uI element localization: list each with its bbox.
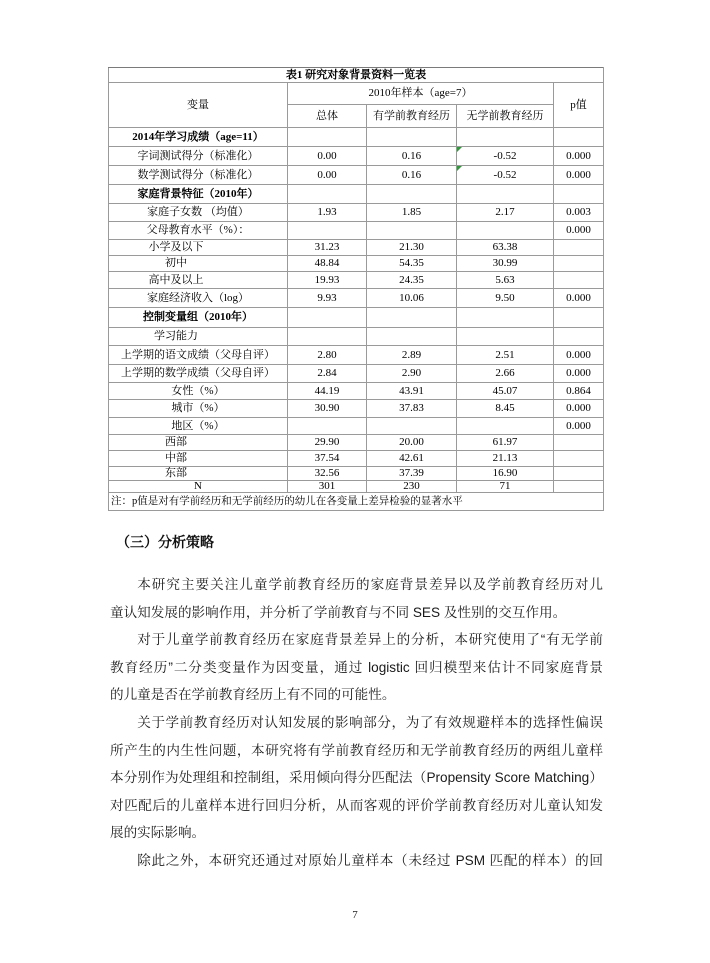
overall-cell bbox=[288, 328, 367, 346]
variable-cell: 字词测试得分（标准化） bbox=[109, 147, 288, 166]
p-value-cell: 0.000 bbox=[554, 166, 604, 185]
with-preschool-cell bbox=[367, 328, 457, 346]
with-preschool-cell: 24.35 bbox=[367, 272, 457, 289]
with-preschool-cell: 37.39 bbox=[367, 467, 457, 481]
without-preschool-cell: 16.90 bbox=[457, 467, 554, 481]
table-row bbox=[109, 272, 604, 289]
without-preschool-cell bbox=[457, 222, 554, 240]
text-line: 童认知发展的影响作用，并分析了学前教育与不同 SES 及性别的交互作用。 bbox=[110, 604, 567, 620]
p-value-cell: 0.000 bbox=[554, 346, 604, 365]
p-value-cell bbox=[554, 328, 604, 346]
paragraph bbox=[110, 626, 603, 709]
with-preschool-cell bbox=[367, 128, 457, 147]
variable-cell: 小学及以下 bbox=[109, 240, 288, 256]
paragraph bbox=[110, 847, 603, 875]
overall-cell bbox=[288, 128, 367, 147]
overall-cell: 0.00 bbox=[288, 166, 367, 185]
with-preschool-cell: 0.16 bbox=[367, 147, 457, 166]
overall-cell bbox=[288, 222, 367, 240]
overall-cell: 19.93 bbox=[288, 272, 367, 289]
with-preschool-cell: 37.83 bbox=[367, 400, 457, 418]
p-value-cell bbox=[554, 240, 604, 256]
without-preschool-cell: 2.66 bbox=[457, 365, 554, 383]
p-value-cell bbox=[554, 185, 604, 204]
table-section-row bbox=[109, 185, 604, 204]
table-section-row bbox=[109, 128, 604, 147]
without-preschool-cell: 21.13 bbox=[457, 451, 554, 467]
table-row bbox=[109, 418, 604, 435]
overall-cell: 48.84 bbox=[288, 256, 367, 272]
with-preschool-cell: 10.06 bbox=[367, 289, 457, 308]
variable-cell: 中部 bbox=[109, 451, 288, 467]
table-title: 表1 研究对象背景资料一览表 bbox=[109, 68, 604, 83]
variable-cell: 数学测试得分（标准化） bbox=[109, 166, 288, 185]
without-preschool-cell bbox=[457, 308, 554, 328]
table-row bbox=[109, 467, 604, 481]
text-line: 本研究主要关注儿童学前教育经历的家庭背景差异以及学前教育经历对儿 bbox=[137, 577, 603, 592]
table-row bbox=[109, 451, 604, 467]
page-number: 7 bbox=[352, 909, 358, 921]
p-value-cell bbox=[554, 128, 604, 147]
with-preschool-cell bbox=[367, 185, 457, 204]
variable-cell: 父母教育水平（%）： bbox=[109, 222, 288, 240]
with-preschool-cell: 43.91 bbox=[367, 383, 457, 400]
p-value-cell: 0.003 bbox=[554, 204, 604, 222]
table-row bbox=[109, 289, 604, 308]
text-line: 对匹配后的儿童样本进行回归分析，从而客观的评价学前教育经历对儿童认知发 bbox=[110, 797, 603, 813]
variable-cell: 城市（%） bbox=[109, 400, 288, 418]
overall-cell: 37.54 bbox=[288, 451, 367, 467]
with-preschool-cell: 0.16 bbox=[367, 166, 457, 185]
without-preschool-cell: 2.51 bbox=[457, 346, 554, 365]
variable-cell: 家庭背景特征（2010年） bbox=[109, 185, 288, 204]
header-column-with-preschool: 有学前教育经历 bbox=[367, 105, 457, 128]
with-preschool-cell: 21.30 bbox=[367, 240, 457, 256]
without-preschool-cell: 2.17 bbox=[457, 204, 554, 222]
background-data-table bbox=[108, 67, 604, 511]
table-row bbox=[109, 256, 604, 272]
table-title-row bbox=[109, 68, 604, 83]
without-preschool-cell bbox=[457, 128, 554, 147]
with-preschool-cell: 2.89 bbox=[367, 346, 457, 365]
variable-cell: N bbox=[109, 481, 288, 493]
overall-cell: 2.80 bbox=[288, 346, 367, 365]
text-line: 除此之外，本研究还通过对原始儿童样本（未经过 PSM 匹配的样本）的回 bbox=[137, 852, 603, 868]
text-line: 关于学前教育经历对认知发展的影响部分，为了有效规避样本的选择性偏误 bbox=[137, 714, 603, 730]
p-value-cell bbox=[554, 451, 604, 467]
without-preschool-cell: 61.97 bbox=[457, 435, 554, 451]
variable-cell: 2014年学习成绩（age=11） bbox=[109, 128, 288, 147]
table-row bbox=[109, 204, 604, 222]
with-preschool-cell bbox=[367, 308, 457, 328]
variable-cell: 女性（%） bbox=[109, 383, 288, 400]
table-section-row bbox=[109, 308, 604, 328]
text-line: 的儿童是否在学前教育经历上有不同的可能性。 bbox=[110, 687, 396, 703]
text-line: 教育经历”二分类变量作为因变量，通过 logistic 回归模型来估计不同家庭背景 bbox=[110, 659, 603, 675]
overall-cell: 301 bbox=[288, 481, 367, 493]
overall-cell: 0.00 bbox=[288, 147, 367, 166]
table-row bbox=[109, 365, 604, 383]
without-preschool-cell: 45.07 bbox=[457, 383, 554, 400]
body-text bbox=[110, 571, 603, 875]
overall-cell: 2.84 bbox=[288, 365, 367, 383]
variable-cell: 家庭经济收入（log） bbox=[109, 289, 288, 308]
p-value-cell bbox=[554, 308, 604, 328]
without-preschool-cell: 63.38 bbox=[457, 240, 554, 256]
text-line: 本分别作为处理组和控制组，采用倾向得分匹配法（Propensity Score Matching） bbox=[110, 770, 603, 786]
section-heading: （三）分析策略 bbox=[116, 534, 214, 550]
variable-cell: 上学期的数学成绩（父母自评） bbox=[109, 365, 288, 383]
header-p-value: p值 bbox=[554, 83, 604, 128]
table-row bbox=[109, 481, 604, 493]
table-row bbox=[109, 400, 604, 418]
with-preschool-cell bbox=[367, 418, 457, 435]
with-preschool-cell: 230 bbox=[367, 481, 457, 493]
table-row bbox=[109, 435, 604, 451]
table-row bbox=[109, 147, 604, 166]
without-preschool-cell bbox=[457, 418, 554, 435]
table-row bbox=[109, 383, 604, 400]
text-line: 对于儿童学前教育经历在家庭背景差异上的分析，本研究使用了“有无学前 bbox=[137, 632, 603, 648]
with-preschool-cell: 42.61 bbox=[367, 451, 457, 467]
error-indicator-icon bbox=[457, 147, 462, 152]
without-preschool-cell: 8.45 bbox=[457, 400, 554, 418]
with-preschool-cell: 2.90 bbox=[367, 365, 457, 383]
variable-cell: 西部 bbox=[109, 435, 288, 451]
cell-value: -0.52 bbox=[493, 168, 517, 181]
table-note: 注：p值是对有学前经历和无学前经历的幼儿在各变量上差异检验的显著水平 bbox=[109, 493, 604, 511]
cell-value: -0.52 bbox=[493, 149, 517, 162]
p-value-cell: 0.000 bbox=[554, 222, 604, 240]
with-preschool-cell: 20.00 bbox=[367, 435, 457, 451]
overall-cell: 29.90 bbox=[288, 435, 367, 451]
error-indicator-icon bbox=[457, 166, 462, 171]
with-preschool-cell: 1.85 bbox=[367, 204, 457, 222]
variable-cell: 高中及以上 bbox=[109, 272, 288, 289]
p-value-cell: 0.000 bbox=[554, 365, 604, 383]
paragraph bbox=[110, 709, 603, 847]
p-value-cell: 0.000 bbox=[554, 400, 604, 418]
overall-cell: 44.19 bbox=[288, 383, 367, 400]
without-preschool-cell: 71 bbox=[457, 481, 554, 493]
p-value-cell: 0.864 bbox=[554, 383, 604, 400]
header-column-overall: 总体 bbox=[288, 105, 367, 128]
variable-cell: 控制变量组（2010年） bbox=[109, 308, 288, 328]
p-value-cell bbox=[554, 272, 604, 289]
header-column-without-preschool: 无学前教育经历 bbox=[457, 105, 554, 128]
text-line: 所产生的内生性问题，本研究将有学前教育经历和无学前教育经历的两组儿童样 bbox=[110, 742, 603, 758]
overall-cell: 31.23 bbox=[288, 240, 367, 256]
overall-cell bbox=[288, 308, 367, 328]
table-row bbox=[109, 222, 604, 240]
overall-cell: 1.93 bbox=[288, 204, 367, 222]
overall-cell: 32.56 bbox=[288, 467, 367, 481]
without-preschool-cell: 30.99 bbox=[457, 256, 554, 272]
header-variable: 变量 bbox=[109, 83, 288, 128]
paragraph bbox=[110, 571, 603, 626]
without-preschool-cell: 9.50 bbox=[457, 289, 554, 308]
table-note-row bbox=[109, 493, 604, 511]
without-preschool-cell: 5.63 bbox=[457, 272, 554, 289]
variable-cell: 上学期的语文成绩（父母自评） bbox=[109, 346, 288, 365]
variable-cell: 学习能力 bbox=[109, 328, 288, 346]
p-value-cell: 0.000 bbox=[554, 289, 604, 308]
without-preschool-cell bbox=[457, 185, 554, 204]
overall-cell: 30.90 bbox=[288, 400, 367, 418]
variable-cell: 初中 bbox=[109, 256, 288, 272]
p-value-cell bbox=[554, 481, 604, 493]
table-row bbox=[109, 240, 604, 256]
with-preschool-cell bbox=[367, 222, 457, 240]
table-row bbox=[109, 346, 604, 365]
variable-cell: 地区（%） bbox=[109, 418, 288, 435]
with-preschool-cell: 54.35 bbox=[367, 256, 457, 272]
overall-cell bbox=[288, 185, 367, 204]
p-value-cell bbox=[554, 467, 604, 481]
text-line: 展的实际影响。 bbox=[110, 825, 206, 841]
p-value-cell bbox=[554, 256, 604, 272]
overall-cell: 9.93 bbox=[288, 289, 367, 308]
without-preschool-cell bbox=[457, 328, 554, 346]
p-value-cell: 0.000 bbox=[554, 147, 604, 166]
table-row bbox=[109, 166, 604, 185]
without-preschool-cell bbox=[457, 147, 554, 166]
p-value-cell: 0.000 bbox=[554, 418, 604, 435]
p-value-cell bbox=[554, 435, 604, 451]
header-sample-group: 2010年样本（age=7） bbox=[288, 83, 554, 105]
table-row bbox=[109, 328, 604, 346]
table-header-row bbox=[109, 83, 604, 105]
without-preschool-cell bbox=[457, 166, 554, 185]
variable-cell: 东部 bbox=[109, 467, 288, 481]
variable-cell: 家庭子女数 （均值） bbox=[109, 204, 288, 222]
overall-cell bbox=[288, 418, 367, 435]
